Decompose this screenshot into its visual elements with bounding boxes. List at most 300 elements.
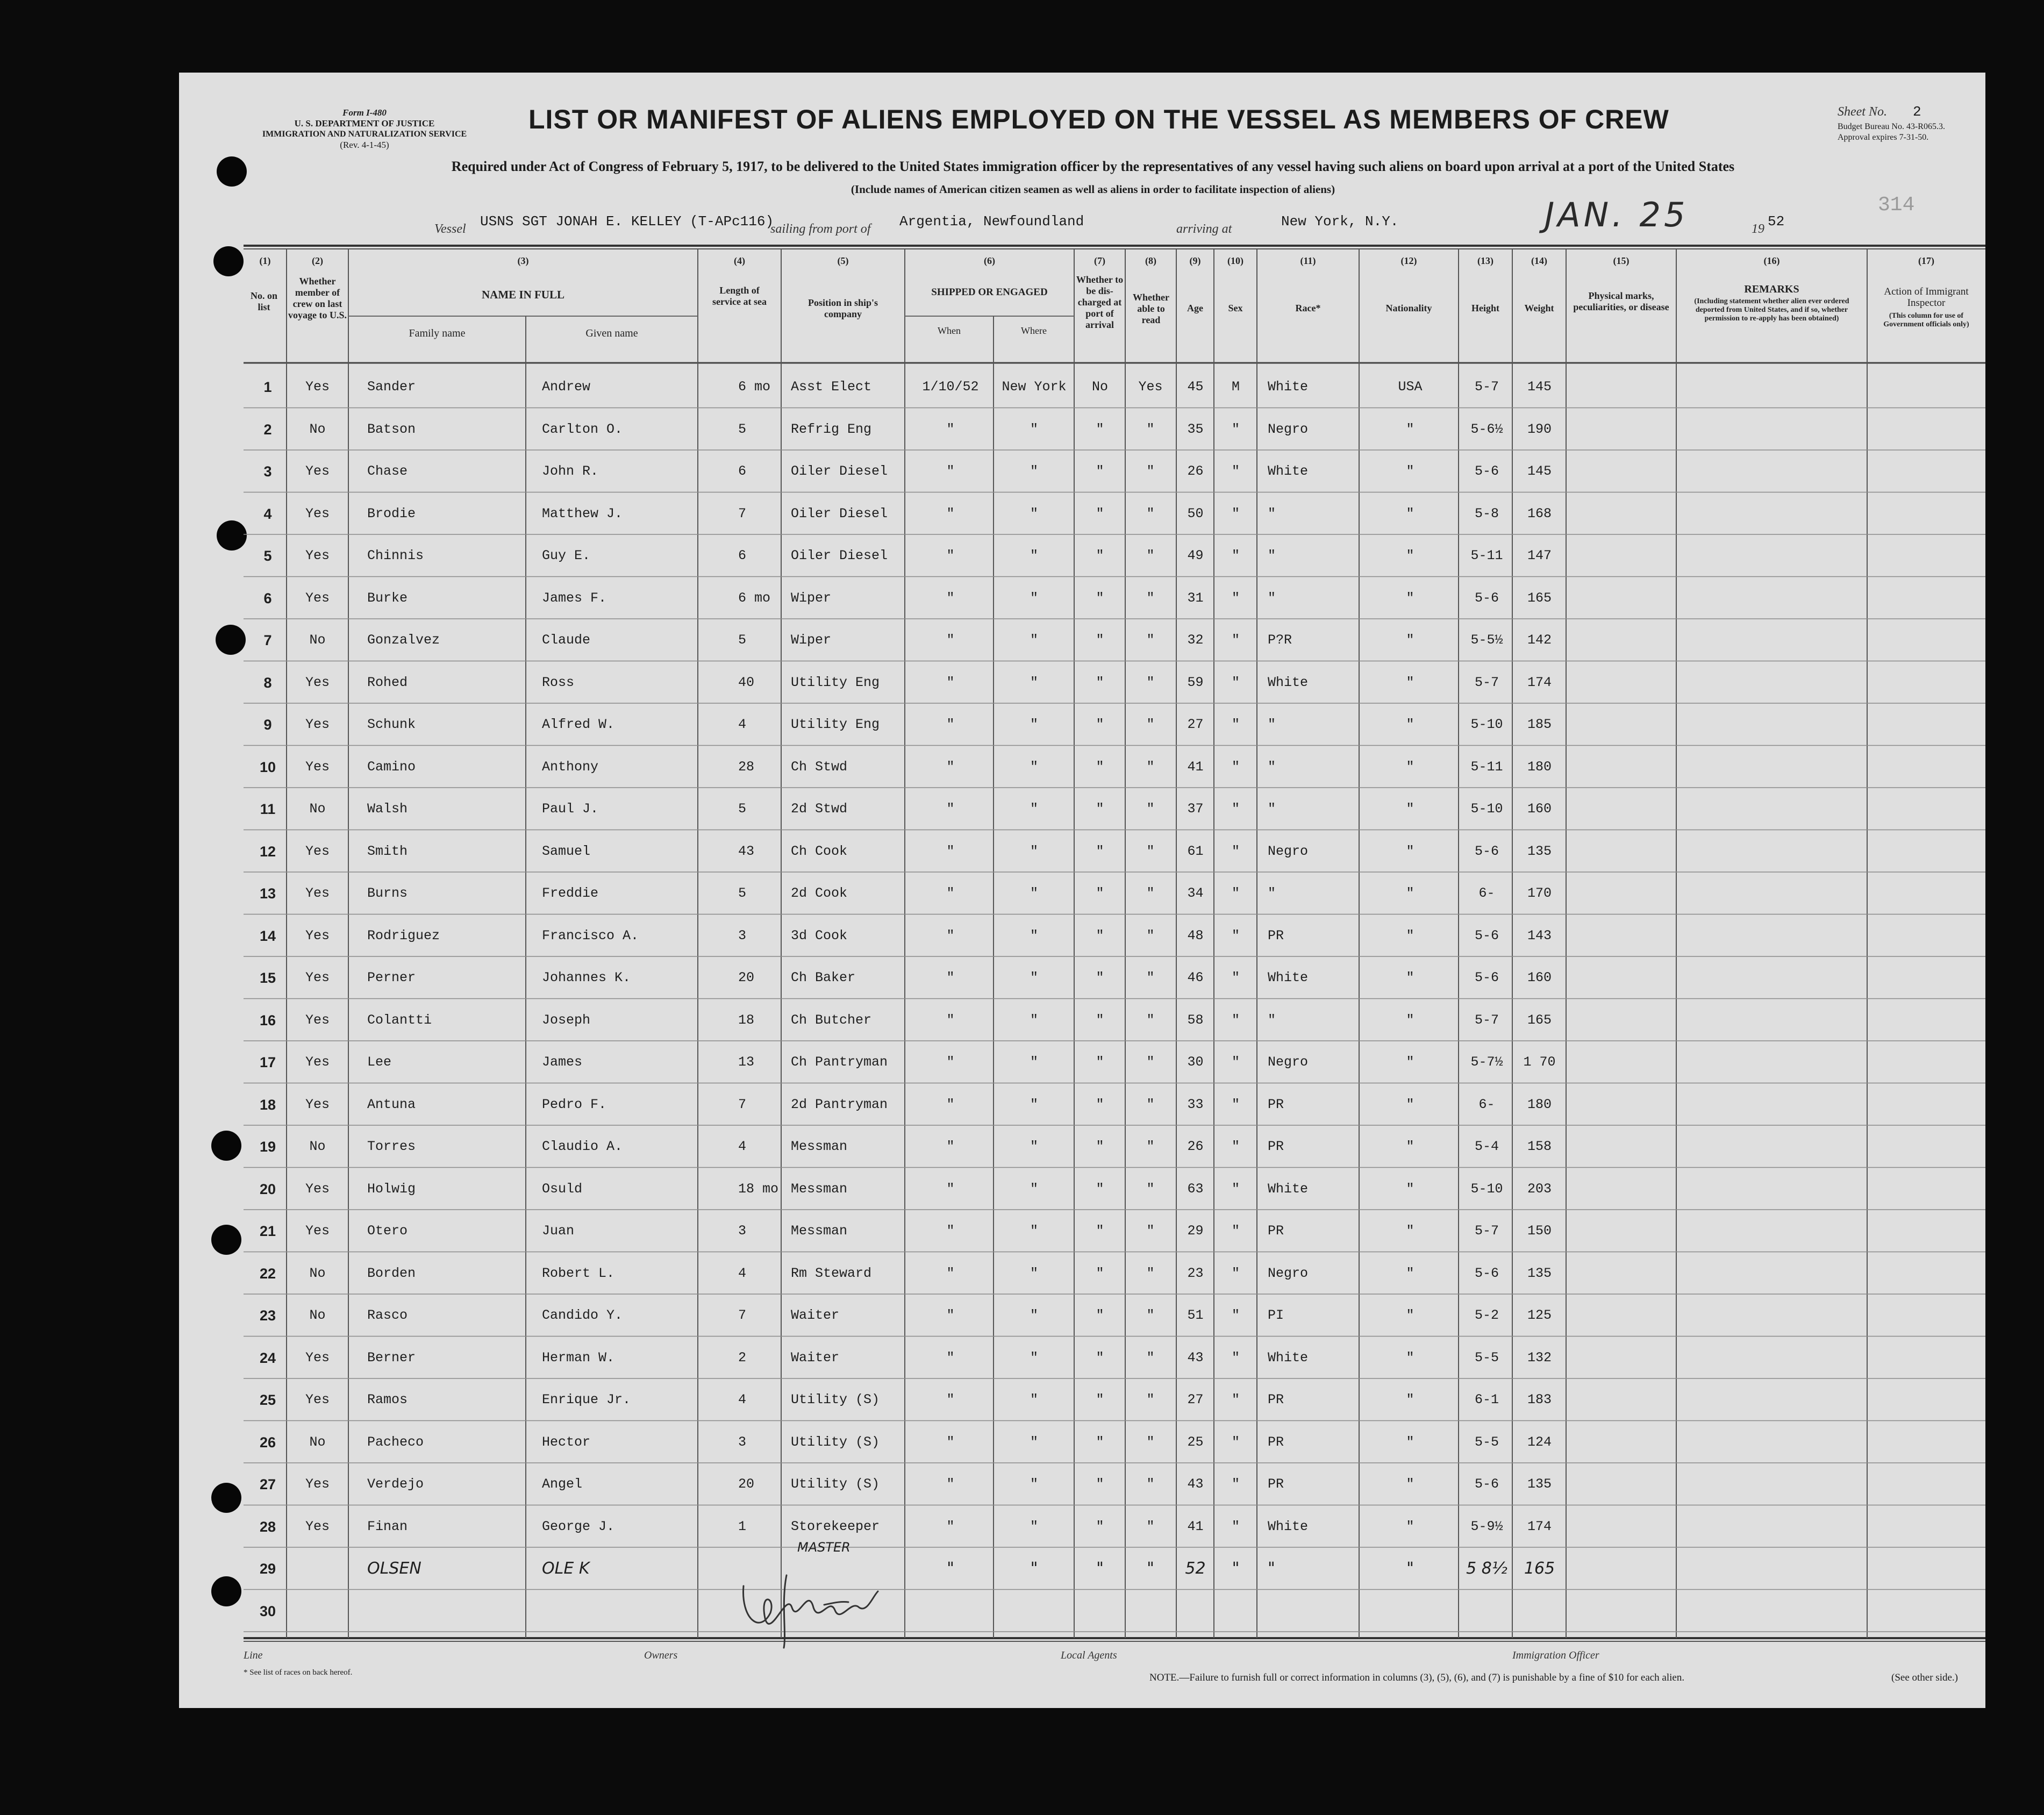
cell-discharged: " [1096,548,1104,563]
cell-height: 5-8 [1474,505,1499,521]
cell-race: Negro [1268,843,1309,859]
cell-able-to-read: " [1146,463,1155,479]
cell-able-to-read: " [1146,632,1155,648]
cell-able-to-read: " [1146,1181,1155,1197]
cell-able-to-read: Yes [1138,379,1163,395]
cell-line-number: 9 [263,717,272,733]
cell-shipped-when: " [946,632,955,648]
cell-service-length: 3 [738,1223,747,1239]
cell-weight: 142 [1527,632,1552,648]
cell-age: 63 [1187,1181,1204,1197]
cell-shipped-where: " [1030,1012,1038,1028]
cell-service-length: 4 [738,1139,747,1154]
cell-nationality: " [1406,505,1414,521]
cell-line-number: 13 [259,885,276,902]
cell-able-to-read: " [1146,1392,1155,1407]
cell-family-name: Brodie [367,505,416,521]
cell-height: 5-6 [1474,1265,1499,1281]
cell-service-length: 5 [738,885,747,901]
year-prefix: 19 [1752,222,1764,236]
footer-officer-label: Immigration Officer [1512,1649,1599,1661]
cell-nationality: " [1406,1392,1414,1407]
cell-service-length: 4 [738,1265,747,1281]
cell-given-name: Matthew J. [542,505,623,521]
cell-shipped-where: " [1030,1054,1038,1070]
cell-shipped-where: " [1030,1518,1038,1534]
col7-header: Whether to be dis-charged at port of arrival [1076,274,1124,330]
cell-service-length: 18 mo [738,1181,779,1197]
cell-height: 5 8½ [1466,1559,1507,1578]
cell-age: 61 [1187,843,1204,859]
cell-given-name: Hector [542,1434,591,1450]
cell-shipped-when: " [946,843,955,859]
cell-line-number: 3 [263,463,272,480]
cell-discharged: " [1096,505,1104,521]
cell-prev-voyage: No [309,1307,326,1323]
cell-prev-voyage: Yes [305,717,330,732]
form-number: Form I-480 [342,108,387,118]
cell-sex: " [1231,1012,1240,1028]
cell-family-name: Pacheco [367,1434,424,1450]
cell-discharged: " [1096,1476,1104,1492]
cell-shipped-when: " [946,970,955,985]
cell-nationality: " [1406,1434,1414,1450]
cell-nationality: " [1406,421,1414,437]
cell-shipped-when: " [946,1518,955,1534]
cell-family-name: Burke [367,590,408,606]
cell-age: 34 [1187,885,1204,901]
cell-discharged: " [1096,1559,1104,1578]
vessel-label: Vessel [434,222,466,236]
cell-height: 5-11 [1470,548,1503,563]
cell-weight: 160 [1527,801,1552,817]
cell-sex: " [1231,1307,1240,1323]
col3-number: (3) [517,255,529,266]
cell-position: Messman [791,1181,848,1197]
cell-weight: 1 70 [1523,1054,1556,1070]
cell-position: Utility (S) [791,1434,880,1450]
cell-race: White [1268,1349,1309,1366]
cell-prev-voyage: Yes [305,590,330,606]
cell-sex: " [1232,1559,1240,1578]
col2-header: Whether member of crew on last voyage to U.S. [288,276,347,320]
col6-header: SHIPPED OR ENGAGED [931,287,1048,298]
cell-given-name: Angel [542,1476,583,1492]
cell-weight: 170 [1527,885,1552,901]
cell-nationality: " [1406,885,1414,901]
cell-position: MASTER [797,1540,851,1555]
cell-service-length: 3 [738,1434,747,1450]
cell-given-name: Anthony [542,759,599,775]
cell-line-number: 18 [259,1096,276,1113]
cell-nationality: " [1406,1054,1414,1070]
col3-header: NAME IN FULL [481,288,564,301]
cell-discharged: " [1096,632,1104,648]
cell-able-to-read: " [1147,1559,1154,1578]
cell-position: Utility Eng [791,717,880,732]
cell-prev-voyage: Yes [305,1181,330,1197]
cell-family-name: Walsh [367,801,408,817]
master-signature [727,1554,921,1650]
cell-race: PR [1268,1392,1284,1407]
cell-race: PR [1268,927,1284,944]
col9-header: Age [1187,303,1203,313]
cell-nationality: " [1406,1349,1414,1366]
subtitle-note: (Include names of American citizen seamen as well as aliens in order to facilitate inspection of aliens) [851,183,1335,196]
see-other-side: (See other side.) [1891,1672,1958,1683]
col17-subheader: (This column for use of Government officials only) [1883,312,1969,328]
penalty-note: NOTE.—Failure to furnish full or correct information in columns (3), (5), (6), and (7) is punishable by a fine of $10 for each alien. [1149,1672,1685,1683]
cell-weight: 135 [1527,1476,1552,1492]
cell-able-to-read: " [1146,1054,1155,1070]
cell-position: 2d Pantryman [791,1096,888,1112]
cell-given-name: Johannes K. [542,970,631,985]
cell-able-to-read: " [1146,1349,1155,1366]
cell-shipped-where: " [1030,1223,1038,1239]
cell-family-name: Borden [367,1265,416,1281]
cell-nationality: " [1406,927,1414,944]
cell-position: Utility (S) [791,1476,880,1492]
cell-nationality: " [1406,1096,1414,1112]
cell-position: Ch Cook [791,843,848,859]
cell-race: " [1268,759,1276,775]
cell-discharged: " [1096,1181,1104,1197]
cell-shipped-where: " [1030,1096,1038,1112]
col12-header: Nationality [1385,303,1432,313]
cell-service-length: 4 [738,717,747,732]
cell-discharged: " [1096,927,1104,944]
col17-number: (17) [1918,255,1934,266]
cell-service-length: 5 [738,632,747,648]
cell-able-to-read: " [1146,759,1155,775]
col17-header: Action of Immigrant Inspector [1884,286,1969,309]
col4-number: (4) [734,255,745,266]
cell-discharged: " [1096,1518,1104,1534]
approval-expiry: Approval expires 7-31-50. [1838,133,1929,142]
col8-number: (8) [1145,255,1156,266]
sailing-port: Argentia, Newfoundland [899,213,1084,230]
cell-race: White [1268,1518,1309,1534]
cell-shipped-when: " [946,463,955,479]
cell-height: 5-11 [1470,759,1503,775]
cell-shipped-when: " [947,1559,954,1578]
cell-position: Rm Steward [791,1265,872,1281]
cell-family-name: Lee [367,1054,392,1070]
cell-given-name: Alfred W. [542,717,615,732]
cell-able-to-read: " [1146,1265,1155,1281]
cell-discharged: " [1096,885,1104,901]
cell-shipped-where: " [1030,1392,1038,1407]
cell-nationality: " [1406,1476,1414,1492]
cell-nationality: " [1406,717,1414,732]
cell-position: Ch Pantryman [791,1054,888,1070]
cell-nationality: " [1406,1012,1414,1028]
cell-weight: 132 [1527,1349,1552,1366]
cell-weight: 135 [1527,1265,1552,1281]
cell-weight: 180 [1527,759,1552,775]
cell-weight: 145 [1527,379,1552,395]
cell-age: 43 [1187,1476,1204,1492]
cell-given-name: Ross [542,674,575,690]
cell-given-name: Guy E. [542,548,591,563]
cell-shipped-when: " [946,1096,955,1112]
cell-height: 5-6 [1474,843,1499,859]
cell-height: 5-7 [1474,1223,1499,1239]
arrival-date: JAN. 25 [1545,195,1689,234]
cell-discharged: " [1096,717,1104,732]
cell-shipped-where: New York [1002,379,1067,395]
cell-sex: " [1231,1476,1240,1492]
cell-height: 6- [1478,1096,1495,1112]
manifest-sheet [179,73,1985,1708]
cell-position: 3d Cook [791,927,848,944]
cell-given-name: Joseph [542,1012,591,1028]
cell-age: 35 [1187,421,1204,437]
cell-shipped-where: " [1030,759,1038,775]
cell-able-to-read: " [1146,505,1155,521]
cell-line-number: 23 [259,1307,276,1324]
cell-line-number: 17 [259,1054,276,1070]
cell-race: " [1268,1559,1275,1578]
cell-given-name: Osuld [542,1181,583,1197]
cell-age: 59 [1187,674,1204,690]
cell-age: 49 [1187,548,1204,563]
cell-race: " [1268,717,1276,732]
cell-given-name: Freddie [542,885,599,901]
cell-race: " [1268,548,1276,563]
subtitle: Required under Act of Congress of February 5, 1917, to be delivered to the United States immigration officer by the representatives of any vessel having such aliens on board upon arrival at a port of the United States [451,159,1735,174]
cell-family-name: Gonzalvez [367,632,440,648]
cell-weight: 165 [1527,590,1552,606]
cell-race: Negro [1268,1054,1309,1070]
cell-race: PR [1268,1476,1284,1492]
cell-line-number: 6 [263,590,272,606]
col14-header: Weight [1524,303,1554,313]
cell-able-to-read: " [1146,717,1155,732]
cell-discharged: No [1091,379,1108,395]
col16-number: (16) [1763,255,1780,266]
cell-given-name: Claudio A. [542,1139,623,1154]
cell-prev-voyage: Yes [305,885,330,901]
cell-weight: 190 [1527,421,1552,437]
cell-nationality: " [1406,759,1414,775]
cell-service-length: 6 [738,463,747,479]
cell-service-length: 43 [738,843,755,859]
cell-height: 5-5 [1474,1349,1499,1366]
cell-given-name: Candido Y. [542,1307,623,1323]
cell-sex: " [1231,1054,1240,1070]
cell-prev-voyage: No [309,1434,326,1450]
cell-age: 27 [1187,717,1204,732]
cell-discharged: " [1096,590,1104,606]
arriving-port: New York, N.Y. [1281,213,1399,230]
cell-position: Asst Elect [791,379,872,395]
cell-shipped-where: " [1030,505,1038,521]
cell-discharged: " [1096,1012,1104,1028]
cell-prev-voyage: Yes [305,1012,330,1028]
cell-nationality: " [1406,801,1414,817]
cell-nationality: " [1406,1181,1414,1197]
cell-shipped-when: " [946,1139,955,1154]
cell-nationality: " [1406,590,1414,606]
cell-service-length: 3 [738,927,747,944]
cell-position: Ch Stwd [791,759,848,775]
cell-prev-voyage: Yes [305,1349,330,1366]
cell-able-to-read: " [1146,1307,1155,1323]
cell-given-name: OLE K [542,1559,590,1578]
cell-line-number: 7 [263,632,272,648]
cell-race: White [1268,379,1309,395]
cell-weight: 165 [1524,1559,1555,1578]
col16-subheader: (Including statement whether alien ever ordered deported from United States, and if so, whether permission to re-apply has been obtained) [1694,297,1849,323]
cell-sex: " [1231,927,1240,944]
cell-service-length: 6 [738,548,747,563]
cell-height: 5-2 [1474,1307,1499,1323]
cell-prev-voyage: No [309,801,326,817]
cell-able-to-read: " [1146,1223,1155,1239]
cell-shipped-where: " [1030,590,1038,606]
cell-prev-voyage: Yes [305,505,330,521]
cell-nationality: " [1406,1559,1414,1578]
col1-header: No. on list [250,290,277,312]
cell-height: 6- [1478,885,1495,901]
cell-sex: " [1231,717,1240,732]
cell-height: 5-5 [1474,1434,1499,1450]
sailing-label: sailing from port of [770,222,871,236]
cell-sex: " [1231,1518,1240,1534]
cell-race: White [1268,970,1309,985]
cell-age: 51 [1187,1307,1204,1323]
cell-sex: " [1231,590,1240,606]
cell-age: 45 [1187,379,1204,395]
cell-discharged: " [1096,801,1104,817]
cell-shipped-when: " [946,1181,955,1197]
cell-nationality: " [1406,970,1414,985]
cell-given-name: Carlton O. [542,421,623,437]
cell-race: " [1268,1012,1276,1028]
cell-shipped-when: " [946,590,955,606]
cell-family-name: Verdejo [367,1476,424,1492]
cell-position: Wiper [791,590,832,606]
cell-height: 5-7½ [1470,1054,1503,1070]
cell-family-name: Berner [367,1349,416,1366]
budget-bureau: Budget Bureau No. 43-R065.3. [1838,122,1945,131]
cell-line-number: 11 [260,801,276,817]
col11-number: (11) [1300,255,1316,266]
cell-service-length: 40 [738,674,755,690]
cell-race: P?R [1268,632,1292,648]
cell-height: 6-1 [1474,1392,1499,1407]
cell-age: 43 [1187,1349,1204,1366]
col1-number: (1) [259,255,271,266]
col14-number: (14) [1531,255,1547,266]
year-suffix: 52 [1768,213,1785,230]
cell-given-name: Pedro F. [542,1096,607,1112]
cell-shipped-when: " [946,1054,955,1070]
cell-prev-voyage: Yes [305,1476,330,1492]
cell-shipped-when: " [946,1265,955,1281]
cell-prev-voyage: Yes [305,759,330,775]
cell-nationality: " [1406,1265,1414,1281]
cell-service-length: 5 [738,801,747,817]
sheet-number: 2 [1913,104,1921,120]
cell-height: 5-6 [1474,1476,1499,1492]
cell-age: 27 [1187,1392,1204,1407]
cell-age: 50 [1187,505,1204,521]
cell-race: PR [1268,1096,1284,1112]
cell-able-to-read: " [1146,1096,1155,1112]
cell-family-name: Antuna [367,1096,416,1112]
arriving-label: arriving at [1176,222,1232,236]
cell-shipped-where: " [1030,1265,1038,1281]
cell-family-name: Sander [367,379,416,395]
cell-sex: " [1231,1392,1240,1407]
cell-sex: " [1231,421,1240,437]
cell-height: 5-6 [1474,463,1499,479]
cell-line-number: 5 [263,548,272,564]
cell-prev-voyage: Yes [305,1223,330,1239]
cell-age: 41 [1187,1518,1204,1534]
cell-sex: M [1231,379,1240,395]
col10-header: Sex [1228,303,1243,313]
cell-height: 5-5½ [1470,632,1503,648]
col16-header: REMARKS [1744,283,1799,295]
cell-service-length: 7 [738,505,747,521]
cell-given-name: Herman W. [542,1349,615,1366]
cell-race: PR [1268,1139,1284,1154]
cell-given-name: George J. [542,1518,615,1534]
cell-position: Storekeeper [791,1518,880,1534]
footer-agents-label: Local Agents [1061,1649,1117,1661]
sheet-label: Sheet No. [1838,105,1887,119]
cell-prev-voyage: No [309,1139,326,1154]
cell-able-to-read: " [1146,548,1155,563]
cell-shipped-when: " [946,885,955,901]
cell-height: 5-10 [1470,801,1503,817]
cell-given-name: Paul J. [542,801,599,817]
col2-number: (2) [312,255,323,266]
cell-discharged: " [1096,1054,1104,1070]
cell-able-to-read: " [1146,1476,1155,1492]
cell-weight: 183 [1527,1392,1552,1407]
revision: (Rev. 4-1-45) [340,140,389,150]
cell-shipped-when: " [946,801,955,817]
cell-age: 32 [1187,632,1204,648]
cell-discharged: " [1096,421,1104,437]
cell-sex: " [1231,801,1240,817]
cell-age: 26 [1187,463,1204,479]
cell-position: Wiper [791,632,832,648]
cell-position: Oiler Diesel [791,505,888,521]
cell-race: White [1268,674,1309,690]
cell-given-name: Robert L. [542,1265,615,1281]
cell-race: " [1268,590,1276,606]
cell-weight: 165 [1527,1012,1552,1028]
cell-shipped-when: " [946,1434,955,1450]
cell-weight: 135 [1527,843,1552,859]
cell-given-name: Enrique Jr. [542,1392,631,1407]
cell-shipped-when: " [946,1012,955,1028]
cell-shipped-when: " [946,674,955,690]
cell-line-number: 1 [263,379,272,395]
cell-service-length: 6 mo [738,379,771,395]
cell-shipped-where: " [1030,421,1038,437]
col5-number: (5) [837,255,849,266]
cell-service-length: 7 [738,1307,747,1323]
cell-weight: 174 [1527,1518,1552,1534]
col6a-header: When [938,325,961,336]
cell-age: 23 [1187,1265,1204,1281]
